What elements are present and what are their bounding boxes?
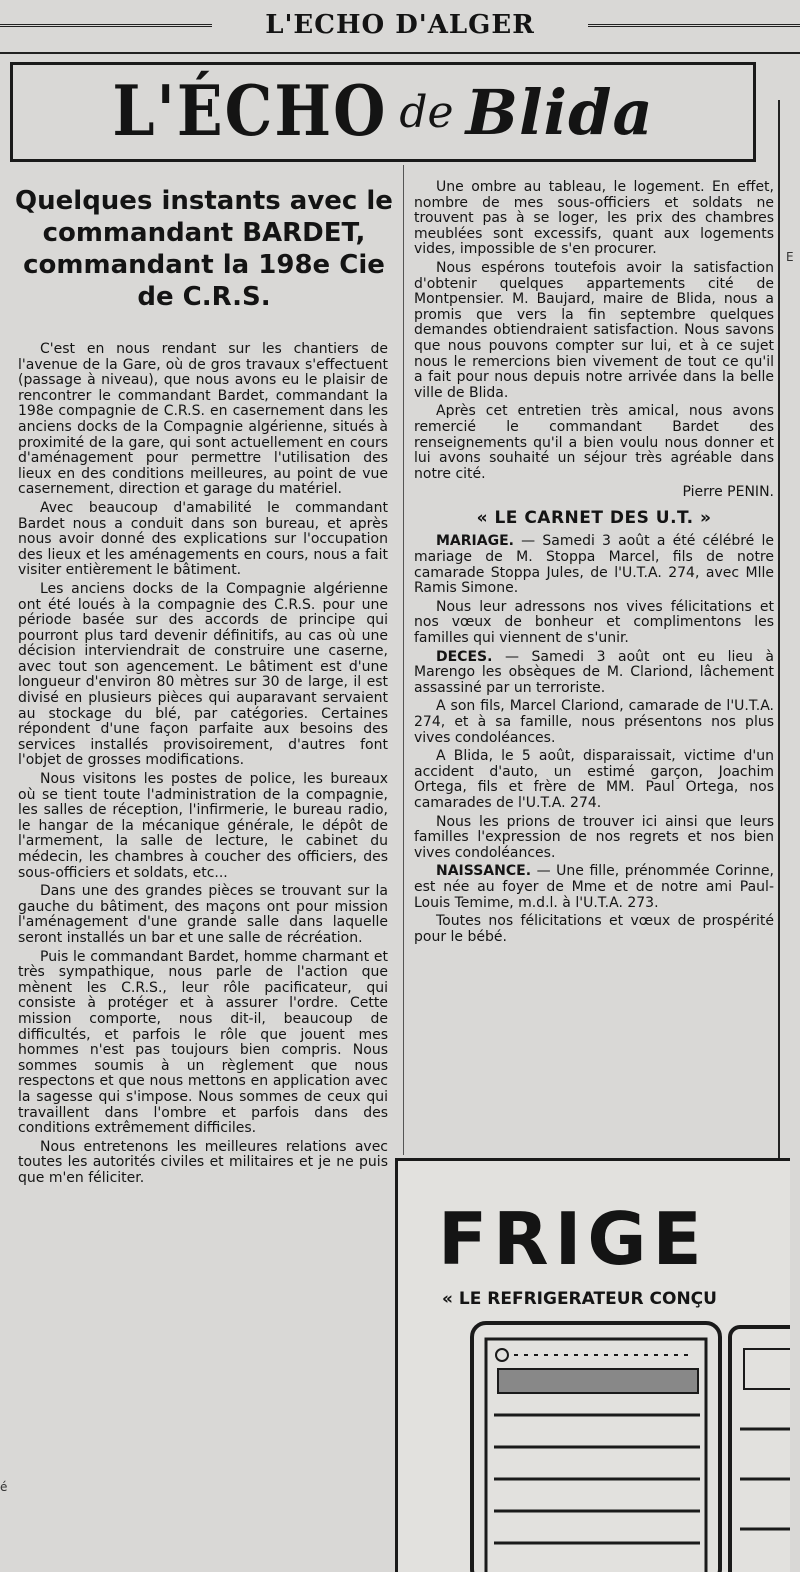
deces-text: — Samedi 3 août ont eu lieu à Marengo les obsèques de M. Clariond, lâchement assassiné par un terroriste.	[414, 648, 774, 696]
title-de: de	[399, 86, 454, 138]
section-title-box	[10, 62, 756, 162]
deces-paragraph-3: A Blida, le 5 août, disparaissait, victime d'un accident d'auto, un estimé garçon, Joachim Ortega, fils et frère de MM. Paul Ortega, nos camarades de l'U.T.A. 274.	[414, 748, 774, 811]
naissance-wish: Toutes nos félicitations et vœux de prospérité pour le bébé.	[414, 913, 774, 945]
left-paragraph: Puis le commandant Bardet, homme charmant et très sympathique, nous parle de l'action que mènent les C.R.S., leur rôle pacificateur, qui consiste à protéger et à assurer l'ordre. Cette mission comporte, nous dit-il, beaucoup de difficultés, et parfois le rôle que jouent mes hommes n'est pas toujours bien compris. Nous sommes soumis à un règlement que nous respectons et que nous mettons en application avec la sagesse qui s'impose. Nous sommes de ceux qui travaillent dans l'ombre et parfois dans des conditions extrêmement difficiles.	[18, 948, 388, 1137]
left-paragraph: Nous entretenons les meilleures relations avec toutes les autorités civiles et militaires et je ne puis que m'en féliciter.	[18, 1138, 388, 1186]
deces-paragraph-4: Nous les prions de trouver ici ainsi que leurs familles l'expression de nos regrets et nos bien vives condoléances.	[414, 813, 774, 861]
left-paragraph: Nous visitons les postes de police, les bureaux où se tient toute l'administration de la compagnie, les salles de réception, l'infirmerie, le bureau radio, le hangar de la mécanique générale, le dépôt de l'armement, la salle de lecture, le cabinet du médecin, les chambres à coucher des officiers, des sous-officiers et soldats, etc...	[18, 771, 388, 881]
signature: Pierre PENIN.	[682, 484, 774, 501]
column-divider	[403, 165, 404, 1155]
left-edge-fragment: é	[0, 1480, 8, 1494]
mariage-wish: Nous leur adressons nos vives félicitations et nos vœux de bonheur et complimentons les familles qui viennent de s'unir.	[414, 598, 774, 647]
masthead-rule-left	[0, 24, 212, 27]
carnet-title: « LE CARNET DES U.T. »	[476, 507, 712, 528]
right-paragraph: Nous espérons toutefois avoir la satisfaction d'obtenir quelques appartements cité de Montpensier. M. Baujard, maire de Blida, nous a promis que vers la fin septembre quelques demandes obtiendraient satisfaction. Nous savons que nous pouvons compter sur lui, et à ce sujet nous le remercions bien vivement de tout ce qu'il a fait pour nous depuis notre arrivée dans la belle ville de Blida.	[414, 259, 774, 401]
naissance-label: NAISSANCE.	[436, 863, 532, 880]
left-paragraph: Les anciens docks de la Compagnie algérienne ont été loués à la compagnie des C.R.S. pour une période basée sur des accords de principe qui pourront plus tard devenir définitifs, au cas où une décision interviendrait de construire une caserne, avec tout son agencement. Le bâtiment est d'une longueur d'environ 80 mètres sur 30 de large, il est divisé en plusieurs pièces qui auparavant servaient au stockage du blé, par catégories. Certaines répondent d'une façon parfaite aux besoins des services installés provisoirement, d'autres font l'objet de grosses modifications.	[18, 580, 388, 769]
right-edge-fragment: E	[786, 250, 794, 264]
deces-paragraph-2: A son fils, Marcel Clariond, camarade de l'U.T.A. 274, et à sa famille, nous présentons nos plus vives condoléances.	[414, 698, 774, 746]
headline: Quelques instants avec le commandant BARDET, commandant la 198e Cie de C.R.S.	[15, 186, 393, 312]
naissance-paragraph	[414, 864, 774, 911]
right-column	[414, 180, 774, 948]
right-paragraph: Après cet entretien très amical, nous avons remercié le commandant Bardet des renseignements qu'il a bien voulu nous donner et lui avons souhaité un séjour très agréable dans notre cité.	[414, 403, 774, 482]
title-city: Blida	[465, 75, 654, 149]
refrigerator-illustration	[468, 1319, 790, 1572]
mariage-label: MARIAGE.	[436, 533, 514, 550]
masthead: L'ECHO D'ALGER	[265, 10, 535, 40]
deces-paragraph	[414, 650, 774, 697]
left-paragraph: Dans une des grandes pièces se trouvant sur la gauche du bâtiment, des maçons ont pour mission l'aménagement d'une grande salle dans laquelle seront installés un bar et une salle de récréation.	[18, 883, 388, 946]
left-paragraph: Avec beaucoup d'amabilité le commandant Bardet nous a conduit dans son bureau, et après nous avoir donné des explications sur l'occupation des lieux et les aménagements en cours, nous a fait visiter entièrement le bâtiment.	[18, 499, 388, 579]
title-main: L'ÉCHO	[112, 71, 388, 153]
masthead-rule-right	[588, 24, 800, 27]
left-paragraph: C'est en nous rendant sur les chantiers de l'avenue de la Gare, où de gros travaux s'effectuent (passage à niveau), que nous avons eu le plaisir de rencontrer le commandant Bardet, commandant la 198e compagnie de C.R.S. en casernement dans les anciens docks de la Compagnie algérienne, situés à proximité de la gare, qui sont actuellement en cours d'aménagement pour permettre l'utilisation des lieux en des conditions meilleures, au point de vue casernement, direction et garage du matériel.	[18, 341, 388, 498]
right-edge-divider	[778, 100, 780, 1160]
refrigerator-advertisement	[395, 1158, 790, 1572]
mariage-text: — Samedi 3 août a été célébré le mariage de M. Stoppa Marcel, fils de notre camarade Stoppa Jules, de l'U.T.A. 274, avec Mlle Ramis Simone.	[414, 533, 774, 597]
ad-tagline: « LE REFRIGERATEUR CONÇU	[442, 1289, 717, 1309]
ad-brand: FRIGE	[438, 1197, 708, 1281]
right-paragraph: Une ombre au tableau, le logement. En effet, nombre de mes sous-officiers et soldats ne trouvent pas à se loger, les prix des chambres meublées sont excessifs, quant aux logements vides, impossible de s'en procurer.	[414, 179, 774, 258]
masthead-rule-bottom	[0, 52, 800, 54]
deces-label: DECES.	[436, 648, 493, 665]
naissance-text: — Une fille, prénommée Corinne, est née au foyer de Mme et de notre ami Paul-Louis Temime, m.d.l. à l'U.T.A. 273.	[414, 863, 774, 911]
left-column	[18, 342, 388, 1189]
mariage-paragraph	[414, 534, 774, 596]
